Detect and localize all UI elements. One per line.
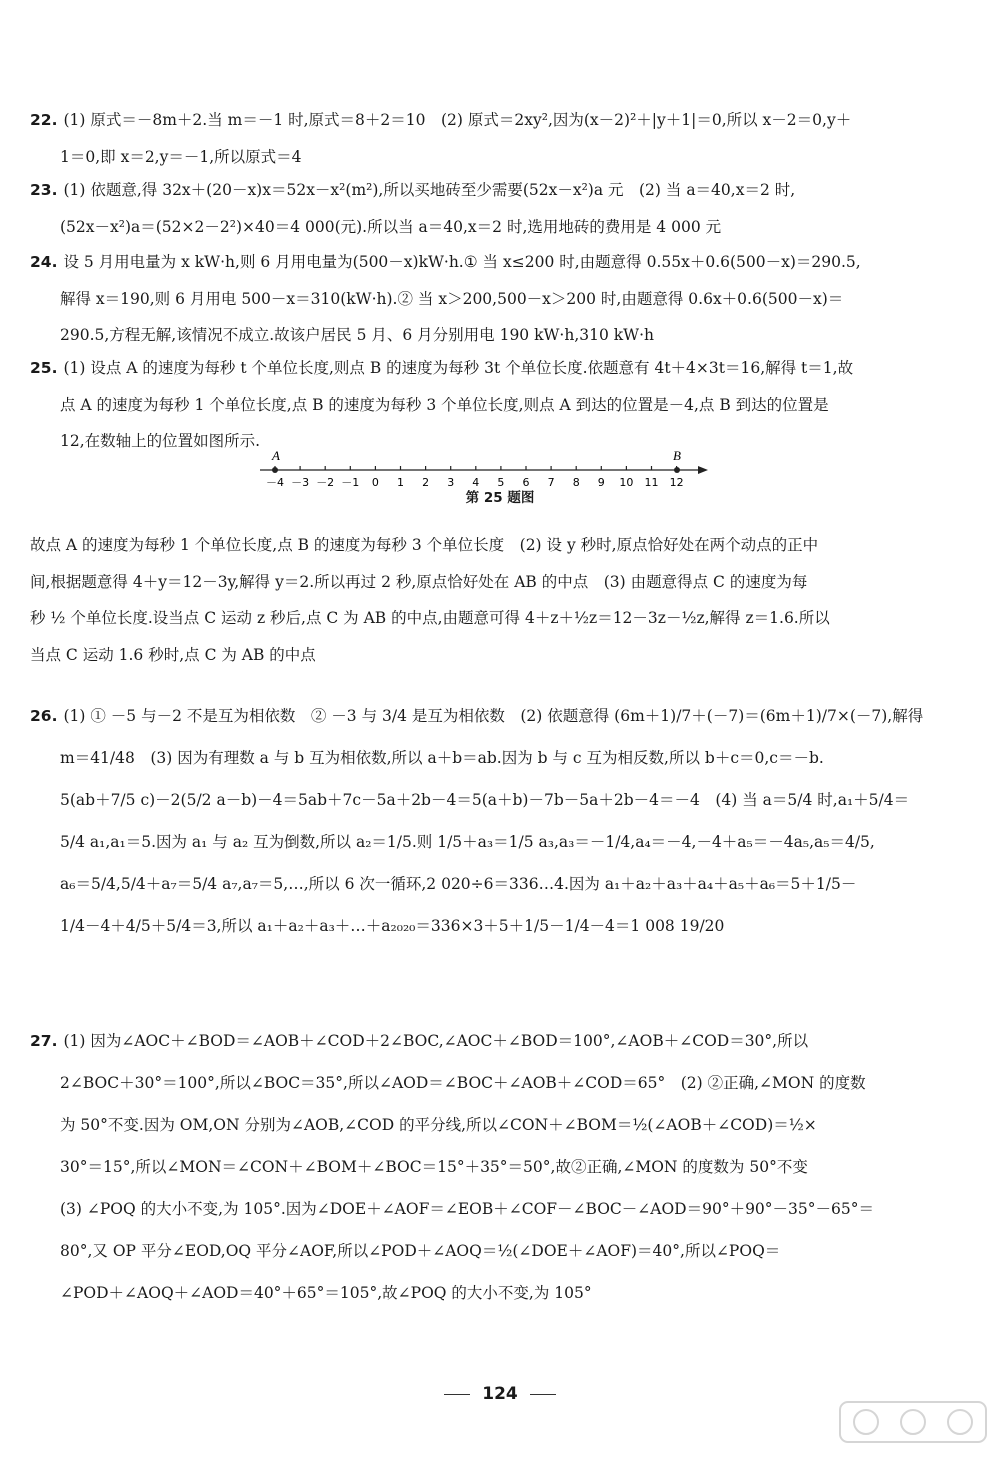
watermark-circle-icon <box>854 1410 878 1434</box>
tick-label: 9 <box>597 476 605 489</box>
answer-line: 点 A 的速度为每秒 1 个单位长度,点 B 的速度为每秒 3 个单位长度,则点 A 到达的位置是－4,点 B 到达的位置是 <box>60 395 829 414</box>
tick-label: 0 <box>371 476 379 489</box>
tick-label: 2 <box>422 476 430 489</box>
answer-line: (1) 设点 A 的速度为每秒 t 个单位长度,则点 B 的速度为每秒 3t 个单位长度.依题意有 4t＋4×3t＝16,解得 t＝1,故 <box>63 359 854 377</box>
question-27 <box>30 1020 970 1314</box>
point-b-label: B <box>673 448 681 463</box>
question-24 <box>30 244 970 354</box>
answer-line: 290.5,方程无解,该情况不成立.故该户居民 5 月、6 月分别用电 190 kW·h,310 kW·h <box>60 326 655 344</box>
answer-line: 解得 x＝190,则 6 月用电 500－x＝310(kW·h).② 当 x＞200,500－x＞200 时,由题意得 0.6x＋0.6(500－x)＝ <box>60 289 844 308</box>
answer-line: 1＝0,即 x＝2,y＝－1,所以原式＝4 <box>60 147 302 166</box>
answer-line: 80°,又 OP 平分∠EOD,OQ 平分∠AOF,所以∠POD＋∠AOQ＝½(∠DOE＋∠AOF)＝40°,所以∠POQ＝ <box>60 1242 781 1260</box>
answer-line: (1) 原式＝－8m＋2.当 m＝－1 时,原式＝8＋2＝10 (2) 原式＝2xy²,因为(x－2)²＋|y＋1|＝0,所以 x－2＝0,y＋ <box>63 111 852 129</box>
answer-line: 2∠BOC＋30°＝100°,所以∠BOC＝35°,所以∠AOD＝∠BOC＋∠AOB＋∠COD＝65° (2) ②正确,∠MON 的度数 <box>60 1074 866 1092</box>
number-line-figure <box>250 444 710 524</box>
answer-line: 故点 A 的速度为每秒 1 个单位长度,点 B 的速度为每秒 3 个单位长度 (2) 设 y 秒时,原点恰好处在两个动点的正中 <box>30 536 819 554</box>
watermark-circle-icon <box>948 1410 972 1434</box>
answer-line: 间,根据题意得 4＋y＝12－3y,解得 y＝2.所以再过 2 秒,原点恰好处在 AB 的中点 (3) 由题意得点 C 的速度为每 <box>30 572 808 591</box>
question-number: 26. <box>30 707 58 725</box>
figure-caption: 第 25 题图 <box>465 490 535 506</box>
point-a-label: A <box>272 448 280 463</box>
answer-line: 秒 ½ 个单位长度.设当点 C 运动 z 秒后,点 C 为 AB 的中点,由题意可得 4＋z＋½z＝12－3z－½z,解得 z＝1.6.所以 <box>30 609 830 627</box>
tick-label: 6 <box>522 476 530 489</box>
tick-label: 12 <box>669 476 684 489</box>
answer-line: 30°＝15°,所以∠MON＝∠CON＋∠BOM＋∠BOC＝15°＋35°＝50°,故②正确,∠MON 的度数为 50°不变 <box>60 1158 808 1176</box>
tick-label: －1 <box>341 476 360 489</box>
answer-line: 5(ab＋7/5 c)－2(5/2 a－b)－4＝5ab＋7c－5a＋2b－4＝5(a＋b)－7b－5a＋2b－4＝－4 (4) 当 a＝5/4 时,a₁＋5/4＝ <box>60 791 910 809</box>
answer-line: 当点 C 运动 1.6 秒时,点 C 为 AB 的中点 <box>30 645 316 664</box>
question-23 <box>30 172 970 245</box>
tick-label: 7 <box>547 476 555 489</box>
answer-line: 12,在数轴上的位置如图所示. <box>60 432 261 450</box>
watermark-logo <box>838 1400 988 1468</box>
arrow-icon <box>698 466 708 474</box>
answer-line: 1/4－4＋4/5＋5/4＝3,所以 a₁＋a₂＋a₃＋…＋a₂₀₂₀＝336×3＋5＋1/5－1/4－4＝1 008 19/20 <box>60 917 725 935</box>
tick-label: 10 <box>619 476 634 489</box>
question-number: 22. <box>30 111 58 129</box>
question-number: 27. <box>30 1032 58 1050</box>
tick-label: －2 <box>316 476 335 489</box>
answer-line: 为 50°不变.因为 OM,ON 分别为∠AOB,∠COD 的平分线,所以∠CON＋∠BOM＝½(∠AOB＋∠COD)＝½× <box>60 1116 817 1134</box>
answer-line: (1) 因为∠AOC＋∠BOD＝∠AOB＋∠COD＋2∠BOC,∠AOC＋∠BOD＝100°,∠AOB＋∠COD＝30°,所以 <box>63 1032 809 1050</box>
answer-line: 设 5 月用电量为 x kW·h,则 6 月用电量为(500－x)kW·h.① 当 x≤200 时,由题意得 0.55x＋0.6(500－x)＝290.5, <box>63 253 861 271</box>
answer-line: (3) ∠POQ 的大小不变,为 105°.因为∠DOE＋∠AOF＝∠EOB＋∠COF－∠BOC－∠AOD＝90°＋90°－35°－65°＝ <box>60 1200 874 1218</box>
answer-line: (52x－x²)a＝(52×2－2²)×40＝4 000(元).所以当 a＝40,x＝2 时,选用地砖的费用是 4 000 元 <box>60 217 722 236</box>
question-number: 24. <box>30 253 58 271</box>
tick-label: 1 <box>397 476 404 489</box>
tick-label: －3 <box>291 476 310 489</box>
answer-line: (1) ① －5 与－2 不是互为相依数 ② －3 与 3/4 是互为相依数 (2) 依题意得 (6m＋1)/7＋(－7)＝(6m＋1)/7×(－7),解得 <box>63 707 924 725</box>
question-number: 25. <box>30 359 58 377</box>
tick-label: 11 <box>644 476 659 489</box>
tick-label: 3 <box>447 476 455 489</box>
question-22 <box>30 102 970 175</box>
answer-line: (1) 依题意,得 32x＋(20－x)x＝52x－x²(m²),所以买地砖至少需要(52x－x²)a 元 (2) 当 a＝40,x＝2 时, <box>63 181 796 199</box>
page-number-text: 124 <box>482 1384 518 1404</box>
answer-line: m＝41/48 (3) 因为有理数 a 与 b 互为相依数,所以 a＋b＝ab.因为 b 与 c 互为相反数,所以 b＋c＝0,c＝－b. <box>60 749 824 767</box>
question-26 <box>30 695 970 947</box>
point-b-marker <box>674 467 680 473</box>
question-number: 23. <box>30 181 58 199</box>
tick-label: 8 <box>572 476 580 489</box>
dash-right <box>530 1394 556 1395</box>
question-25-continued <box>30 527 970 673</box>
answer-line: 5/4 a₁,a₁＝5.因为 a₁ 与 a₂ 互为倒数,所以 a₂＝1/5.则 1/5＋a₃＝1/5 a₃,a₃＝－1/4,a₄＝－4,－4＋a₅＝－4a₅,a₅＝4/5, <box>60 833 875 851</box>
tick-label: －4 <box>266 476 284 489</box>
watermark-circle-icon <box>901 1410 925 1434</box>
dash-left <box>444 1394 470 1395</box>
answer-line: ∠POD＋∠AOQ＋∠AOD＝40°＋65°＝105°,故∠POQ 的大小不变,为 105° <box>60 1284 592 1302</box>
tick-label: 5 <box>497 476 505 489</box>
watermark-frame <box>840 1402 986 1442</box>
tick-label: 4 <box>472 476 480 489</box>
point-a-marker <box>272 467 278 473</box>
answer-line: a₆＝5/4,5/4＋a₇＝5/4 a₇,a₇＝5,…,所以 6 次一循环,2 020÷6＝336…4.因为 a₁＋a₂＋a₃＋a₄＋a₅＋a₆＝5＋1/5－ <box>60 875 857 893</box>
